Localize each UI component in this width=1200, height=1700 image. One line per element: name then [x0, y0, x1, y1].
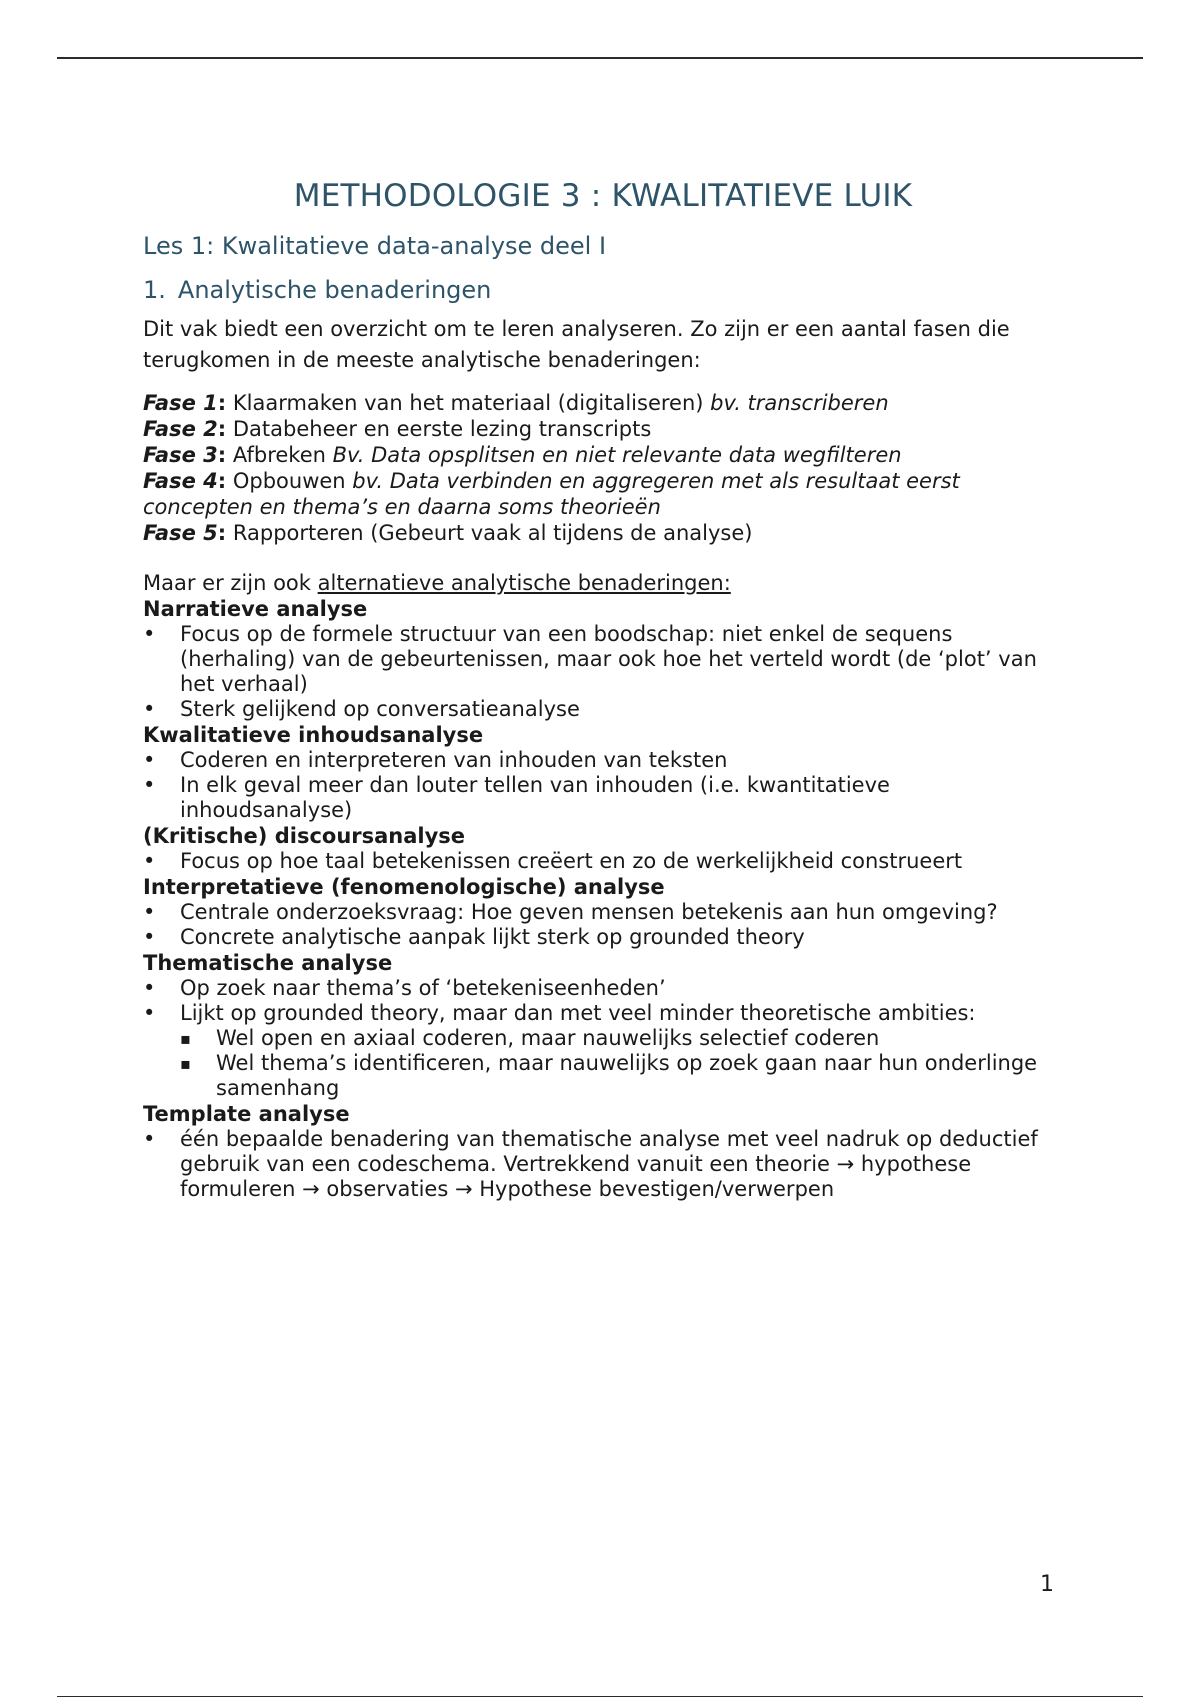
- fase-text: Databeheer en eerste lezing transcripts: [226, 417, 652, 441]
- fase-example: bv. transcriberen: [710, 391, 889, 415]
- alternatives-intro: [143, 570, 1063, 596]
- narratief-heading: Narratieve analyse: [143, 597, 368, 621]
- fase-label: Fase 5: [143, 521, 218, 545]
- fase-item: Fase 1: Klaarmaken van het materiaal (digitaliseren) bv. transcriberen: [143, 391, 889, 415]
- fase-item: Fase 3: Afbreken Bv. Data opsplitsen en niet relevante data wegfilteren: [143, 443, 902, 467]
- list-item: [143, 1001, 1063, 1101]
- fase-text: Rapporteren (Gebeurt vaak al tijdens de analyse): [226, 521, 753, 545]
- header-rule: [57, 57, 1143, 59]
- fase-example: Bv. Data opsplitsen en niet relevante data wegfilteren: [332, 443, 902, 467]
- footer-rule: [57, 1696, 1143, 1697]
- thematisch-sublist: [180, 1026, 1063, 1101]
- fase-item: Fase 4: Opbouwen bv. Data verbinden en aggregeren met als resultaat eerst concepten en thema’s en daarna soms theorieën: [143, 469, 960, 519]
- list-item: • Centrale onderzoeksvraag: Hoe geven mensen betekenis aan hun omgeving?: [143, 900, 1063, 925]
- alternatives-underlined: alternatieve analytische benaderingen:: [317, 571, 731, 595]
- list-item: • Sterk gelijkend op conversatieanalyse: [143, 697, 1063, 722]
- fase-text: Afbreken: [226, 443, 333, 467]
- intro-paragraph: Dit vak biedt een overzicht om te leren analyseren. Zo zijn er een aantal fasen die terugkomen in de meeste analytische benaderingen:: [143, 317, 1010, 372]
- list-item: • Coderen en interpreteren van inhouden van teksten: [143, 748, 1063, 773]
- fase-text: Opbouwen: [226, 469, 353, 493]
- section-heading: [143, 276, 1063, 304]
- alternatives-prefix: Maar er zijn ook: [143, 571, 318, 595]
- fase-label: Fase 4: [143, 469, 218, 493]
- discours-list: [143, 849, 1063, 874]
- interpretatief-list: [143, 900, 1063, 950]
- thematisch-list: [143, 976, 1063, 1101]
- interpretatief-heading: Interpretatieve (fenomenologische) analyse: [143, 875, 665, 899]
- thematisch-heading: Thematische analyse: [143, 951, 393, 975]
- fase-item: Fase 2: Databeheer en eerste lezing transcripts: [143, 417, 652, 441]
- narratief-list: [143, 622, 1063, 722]
- inhoud-list: [143, 748, 1063, 823]
- fase-example: bv. Data verbinden en aggregeren met als resultaat eerst concepten en thema’s en daarna soms theorieën: [143, 469, 960, 519]
- document-title: METHODOLOGIE 3 : KWALITATIEVE LUIK: [293, 178, 913, 214]
- list-item: • In elk geval meer dan louter tellen van inhouden (i.e. kwantitatieve inhoudsanalyse): [143, 773, 1063, 823]
- fase-label: Fase 1: [143, 391, 218, 415]
- list-item: • één bepaalde benadering van thematische analyse met veel nadruk op deductief gebruik van een codeschema. Vertrekkend vanuit een theorie → hypothese formuleren → observaties → Hypothese bevestigen/verwerpen: [143, 1127, 1063, 1202]
- document-page: [143, 178, 1063, 1202]
- fase-text: Klaarmaken van het materiaal (digitaliseren): [226, 391, 711, 415]
- list-item: • Concrete analytische aanpak lijkt sterk op grounded theory: [143, 925, 1063, 950]
- fase-label: Fase 3: [143, 443, 218, 467]
- page-number: 1: [1040, 1572, 1054, 1597]
- list-item: • Focus op de formele structuur van een boodschap: niet enkel de sequens (herhaling) van de gebeurtenissen, maar ook hoe het verteld wordt (de ‘plot’ van het verhaal): [143, 622, 1063, 697]
- inhoud-heading: Kwalitatieve inhoudsanalyse: [143, 723, 484, 747]
- sub-list-item: ▪ Wel open en axiaal coderen, maar nauwelijks selectief coderen: [180, 1026, 1063, 1051]
- lesson-heading: Les 1: Kwalitatieve data-analyse deel I: [143, 232, 607, 260]
- section-title: Analytische benaderingen: [177, 276, 492, 304]
- discours-heading: (Kritische) discoursanalyse: [143, 824, 466, 848]
- fase-label: Fase 2: [143, 417, 218, 441]
- template-heading: Template analyse: [143, 1102, 350, 1126]
- sub-list-item: ▪ Wel thema’s identificeren, maar nauwelijks op zoek gaan naar hun onderlinge samenhang: [180, 1051, 1063, 1101]
- list-item: • Focus op hoe taal betekenissen creëert en zo de werkelijkheid construeert: [143, 849, 1063, 874]
- list-item: • Op zoek naar thema’s of ‘betekeniseenheden’: [143, 976, 1063, 1001]
- template-list: [143, 1127, 1063, 1202]
- section-number: 1.: [143, 276, 166, 304]
- fasen-list: [143, 390, 1063, 546]
- list-item-text: Lijkt op grounded theory, maar dan met veel minder theoretische ambities:: [180, 1001, 976, 1025]
- fase-item: Fase 5: Rapporteren (Gebeurt vaak al tijdens de analyse): [143, 521, 753, 545]
